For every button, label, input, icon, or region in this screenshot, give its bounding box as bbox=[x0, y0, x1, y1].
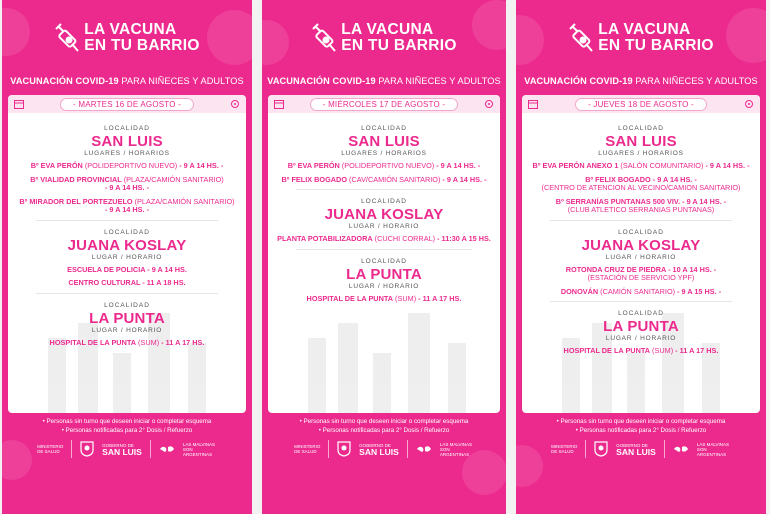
government-logo bbox=[102, 443, 142, 456]
location-entry bbox=[268, 235, 500, 244]
government-label: GOBIERNO DE bbox=[359, 442, 391, 448]
entry-time: - 11:30 A 15 HS. bbox=[435, 234, 491, 243]
location-entry bbox=[268, 295, 500, 304]
location-entry bbox=[8, 339, 246, 348]
entry-time: - 9 A 15 HS. - bbox=[675, 286, 722, 296]
date-label: - MIÉRCOLES 17 DE AGOSTO - bbox=[310, 98, 458, 111]
date-label: - JUEVES 18 DE AGOSTO - bbox=[575, 98, 707, 111]
syringe-watermark bbox=[298, 303, 488, 413]
entry-time: - 9 A 14 HS. - bbox=[440, 174, 487, 184]
campaign-subtitle bbox=[262, 76, 506, 86]
schedule-content bbox=[8, 125, 246, 352]
government-name: SAN LUIS bbox=[616, 446, 656, 457]
entry-place: Bº SERRANÍAS PUNTANAS 500 VIV. bbox=[555, 196, 681, 206]
footer-separator bbox=[664, 440, 665, 458]
footnote: • Personas sin turno que deseen iniciar o completar esquema bbox=[42, 418, 212, 425]
calendar-icon bbox=[528, 99, 538, 109]
location-entry bbox=[522, 288, 760, 297]
locality-label: LOCALIDAD bbox=[618, 228, 664, 236]
subtitle-rest: PARA NIÑECES Y ADULTOS bbox=[118, 76, 244, 86]
footer-separator bbox=[71, 440, 72, 458]
vaccine-syringe-icon bbox=[568, 22, 594, 54]
entry-detail: (PLAZA/CAMIÓN SANITARIO) bbox=[132, 196, 235, 206]
sponsor-footer bbox=[262, 440, 506, 458]
entry-time: - 11 A 17 HS. bbox=[159, 337, 205, 347]
malvinas-label: LAS MALVINAS SON ARGENTINAS bbox=[696, 441, 730, 457]
schedule-card bbox=[268, 95, 500, 413]
entry-time: - 9 A 14 HS. - bbox=[104, 205, 150, 214]
entry-time: - 11 A 17 HS. bbox=[416, 293, 462, 303]
locality-subtitle: LUGAR / HORARIO bbox=[348, 282, 420, 290]
government-name: SAN LUIS bbox=[359, 446, 399, 457]
date-label: - MARTES 16 DE AGOSTO - bbox=[60, 98, 194, 111]
locality-title: LA PUNTA bbox=[603, 318, 679, 335]
footnote: • Personas notificadas para 2° Dosis / Refuerzo bbox=[61, 427, 193, 434]
section-divider bbox=[550, 301, 732, 302]
footer-separator bbox=[328, 440, 329, 458]
date-bar bbox=[8, 95, 246, 113]
government-logo bbox=[616, 443, 656, 456]
subtitle-rest: PARA NIÑECES Y ADULTOS bbox=[632, 76, 758, 86]
footnote: • Personas sin turno que deseen iniciar o completar esquema bbox=[556, 418, 726, 425]
entry-place: DONOVÁN bbox=[560, 286, 599, 296]
footer-separator bbox=[585, 440, 586, 458]
location-entry bbox=[522, 347, 760, 356]
locality-section bbox=[522, 310, 760, 356]
entry-place: PLANTA POTABILIZADORA bbox=[277, 234, 373, 243]
logo-line-2: EN TU BARRIO bbox=[598, 37, 714, 54]
malvinas-label: LAS MALVINAS SON ARGENTINAS bbox=[439, 441, 473, 457]
government-label: GOBIERNO DE bbox=[616, 442, 648, 448]
vaccine-syringe-icon bbox=[54, 22, 80, 54]
entry-time: - 11 A 17 HS. bbox=[673, 346, 719, 355]
location-entry bbox=[522, 198, 760, 215]
calendar-icon bbox=[274, 99, 284, 109]
entry-place: HOSPITAL DE LA PUNTA bbox=[306, 293, 394, 303]
subtitle-bold: VACUNACIÓN COVID-19 bbox=[10, 76, 119, 86]
locality-subtitle: LUGARES / HORARIOS bbox=[598, 150, 684, 157]
entry-place: ROTONDA CRUZ DE PIEDRA bbox=[565, 264, 667, 274]
locality-section bbox=[268, 198, 500, 244]
sponsor-footer bbox=[2, 440, 252, 458]
entry-detail: (PLAZA/CAMIÓN SANITARIO) bbox=[121, 174, 224, 184]
entry-time: - 9 A 14 HS. - bbox=[104, 183, 150, 192]
campaign-subtitle bbox=[516, 76, 766, 86]
section-divider bbox=[36, 220, 218, 221]
entry-time: - 9 A 14 HS. - bbox=[680, 196, 727, 206]
locality-label: LOCALIDAD bbox=[104, 228, 150, 236]
section-divider bbox=[550, 220, 732, 221]
logo-line-1: LA VACUNA bbox=[84, 21, 177, 38]
flyer-panel bbox=[262, 0, 506, 514]
malvinas-label: LAS MALVINAS SON ARGENTINAS bbox=[182, 441, 216, 457]
locality-title: SAN LUIS bbox=[605, 133, 677, 150]
entry-detail: (POLIDEPORTIVO NUEVO) bbox=[82, 161, 178, 170]
entry-detail: (SUM) bbox=[393, 293, 417, 303]
entry-detail: (CAV/CAMIÓN SANITARIO) bbox=[347, 174, 441, 184]
province-shield-icon bbox=[80, 441, 94, 457]
locality-section bbox=[522, 125, 760, 215]
entry-place: Bº EVA PERÓN bbox=[287, 161, 340, 170]
footnote: • Personas sin turno que deseen iniciar o completar esquema bbox=[299, 418, 469, 425]
logo-line-1: LA VACUNA bbox=[598, 21, 691, 38]
entry-place: Bº FELIX BOGADO bbox=[585, 174, 651, 184]
entry-place: CENTRO CULTURAL bbox=[68, 278, 141, 287]
schedule-card bbox=[8, 95, 246, 413]
footer-separator bbox=[407, 440, 408, 458]
locality-title: SAN LUIS bbox=[348, 133, 420, 150]
virus-icon bbox=[744, 99, 754, 109]
footnotes bbox=[2, 417, 252, 435]
entry-detail: (SUM) bbox=[650, 346, 674, 355]
campaign-subtitle bbox=[2, 76, 252, 86]
location-entry bbox=[8, 176, 246, 193]
locality-label: LOCALIDAD bbox=[104, 301, 150, 309]
locality-title: LA PUNTA bbox=[346, 265, 422, 283]
logo-text bbox=[84, 22, 200, 54]
ministry-label: MINISTERIO DE SALUD bbox=[551, 444, 578, 454]
location-entry bbox=[8, 279, 246, 288]
logo-text bbox=[341, 22, 457, 54]
location-entry bbox=[522, 176, 760, 193]
schedule-card bbox=[522, 95, 760, 413]
logo-text bbox=[598, 22, 714, 54]
entry-place: Bº EVA PERÓN bbox=[30, 161, 83, 170]
malvinas-islands-icon bbox=[159, 443, 175, 455]
entry-time: - 9 A 14 HS. bbox=[145, 264, 187, 274]
locality-title: JUANA KOSLAY bbox=[67, 236, 187, 254]
government-name: SAN LUIS bbox=[102, 446, 142, 457]
virus-icon bbox=[230, 99, 240, 109]
footnotes bbox=[516, 417, 766, 435]
location-entry bbox=[268, 176, 500, 185]
entry-place: HOSPITAL DE LA PUNTA bbox=[563, 346, 651, 355]
flyer-panel bbox=[516, 0, 766, 514]
schedule-content bbox=[522, 125, 760, 361]
location-entry bbox=[8, 162, 246, 171]
entry-place: HOSPITAL DE LA PUNTA bbox=[49, 337, 137, 347]
locality-subtitle: LUGAR / HORARIO bbox=[605, 335, 677, 342]
campaign-logo bbox=[516, 22, 766, 54]
locality-label: LOCALIDAD bbox=[361, 198, 407, 205]
entry-place: Bº FELIX BOGADO bbox=[281, 174, 348, 184]
logo-line-1: LA VACUNA bbox=[341, 21, 434, 38]
entry-detail: (CUCHI CORRAL) bbox=[372, 234, 436, 243]
location-entry bbox=[8, 266, 246, 275]
locality-title: LA PUNTA bbox=[89, 309, 165, 327]
calendar-icon bbox=[14, 99, 24, 109]
footnote: • Personas notificadas para 2° Dosis / Refuerzo bbox=[575, 427, 707, 434]
date-bar bbox=[522, 95, 760, 113]
locality-section bbox=[8, 302, 246, 348]
entry-time: - 11 A 18 HS. bbox=[140, 278, 186, 287]
campaign-logo bbox=[2, 22, 252, 54]
entry-time: - 9 A 14 HS. - bbox=[177, 161, 224, 170]
location-entry bbox=[268, 162, 500, 171]
subtitle-bold: VACUNACIÓN COVID-19 bbox=[524, 76, 633, 86]
locality-title: SAN LUIS bbox=[91, 133, 163, 150]
entry-place: Bº EVA PERÓN ANEXO 1 bbox=[532, 161, 619, 170]
entry-detail: (CLUB ATLETICO SERRANIAS PUNTANAS) bbox=[567, 205, 715, 214]
vaccine-syringe-icon bbox=[311, 22, 337, 54]
entry-time: - 9 A 14 HS. - bbox=[650, 174, 697, 184]
entry-time: - 9 A 14 HS. - bbox=[434, 161, 481, 170]
government-label: GOBIERNO DE bbox=[102, 442, 134, 448]
locality-section bbox=[268, 258, 500, 304]
virus-icon bbox=[484, 99, 494, 109]
locality-title: JUANA KOSLAY bbox=[324, 206, 444, 223]
locality-subtitle: LUGARES / HORARIOS bbox=[341, 150, 427, 157]
entry-place: Bº MIRADOR DEL PORTEZUELO bbox=[19, 196, 133, 206]
locality-section bbox=[268, 125, 500, 184]
malvinas-islands-icon bbox=[673, 443, 689, 455]
government-logo bbox=[359, 443, 399, 456]
logo-line-2: EN TU BARRIO bbox=[84, 37, 200, 54]
location-entry bbox=[8, 198, 246, 215]
locality-label: LOCALIDAD bbox=[618, 310, 664, 317]
entry-detail: (POLIDEPORTIVO NUEVO) bbox=[339, 161, 435, 170]
locality-section bbox=[8, 229, 246, 288]
section-divider bbox=[296, 189, 472, 190]
entry-detail: (CAMIÓN SANITARIO) bbox=[598, 286, 676, 296]
date-bar bbox=[268, 95, 500, 113]
section-divider bbox=[296, 249, 472, 250]
entry-detail: (ESTACIÓN DE SERVICIO YPF) bbox=[587, 273, 695, 282]
locality-label: LOCALIDAD bbox=[361, 257, 407, 265]
entry-detail: (SALÓN COMUNITARIO) bbox=[618, 161, 704, 170]
ministry-label: MINISTERIO DE SALUD bbox=[294, 444, 321, 454]
footer-separator bbox=[150, 440, 151, 458]
locality-label: LOCALIDAD bbox=[361, 125, 407, 132]
province-shield-icon bbox=[594, 441, 608, 457]
entry-detail: (CENTRO DE ATENCION AL VECINO/CAMION SANITARIO) bbox=[541, 183, 741, 192]
entry-place: Bº VIALIDAD PROVINCIAL bbox=[30, 174, 122, 184]
locality-subtitle: LUGAR / HORARIO bbox=[91, 326, 163, 334]
locality-subtitle: LUGARES / HORARIOS bbox=[84, 150, 170, 157]
logo-line-2: EN TU BARRIO bbox=[341, 37, 457, 54]
locality-section bbox=[8, 125, 246, 215]
campaign-logo bbox=[262, 22, 506, 54]
subtitle-bold: VACUNACIÓN COVID-19 bbox=[267, 76, 376, 86]
entry-time: - 10 A 14 HS. - bbox=[666, 264, 717, 274]
locality-title: JUANA KOSLAY bbox=[581, 236, 701, 254]
location-entry bbox=[522, 266, 760, 283]
locality-subtitle: LUGAR / HORARIO bbox=[348, 223, 420, 230]
entry-time: - 9 A 14 HS. - bbox=[703, 161, 750, 170]
locality-subtitle: LUGAR / HORARIO bbox=[605, 253, 677, 261]
malvinas-islands-icon bbox=[416, 443, 432, 455]
flyer-panel bbox=[2, 0, 252, 514]
section-divider bbox=[36, 293, 218, 294]
schedule-content bbox=[268, 125, 500, 308]
province-shield-icon bbox=[337, 441, 351, 457]
entry-place: ESCUELA DE POLICIA bbox=[67, 264, 146, 274]
ministry-label: MINISTERIO DE SALUD bbox=[37, 444, 64, 454]
footnotes bbox=[262, 417, 506, 435]
sponsor-footer bbox=[516, 440, 766, 458]
footnote: • Personas notificadas para 2° Dosis / Refuerzo bbox=[318, 427, 450, 434]
location-entry bbox=[522, 162, 760, 171]
locality-section bbox=[522, 229, 760, 297]
entry-detail: (SUM) bbox=[136, 337, 160, 347]
locality-subtitle: LUGAR / HORARIO bbox=[91, 253, 163, 261]
locality-label: LOCALIDAD bbox=[104, 125, 150, 132]
locality-label: LOCALIDAD bbox=[618, 125, 664, 132]
subtitle-rest: PARA NIÑECES Y ADULTOS bbox=[375, 76, 501, 86]
